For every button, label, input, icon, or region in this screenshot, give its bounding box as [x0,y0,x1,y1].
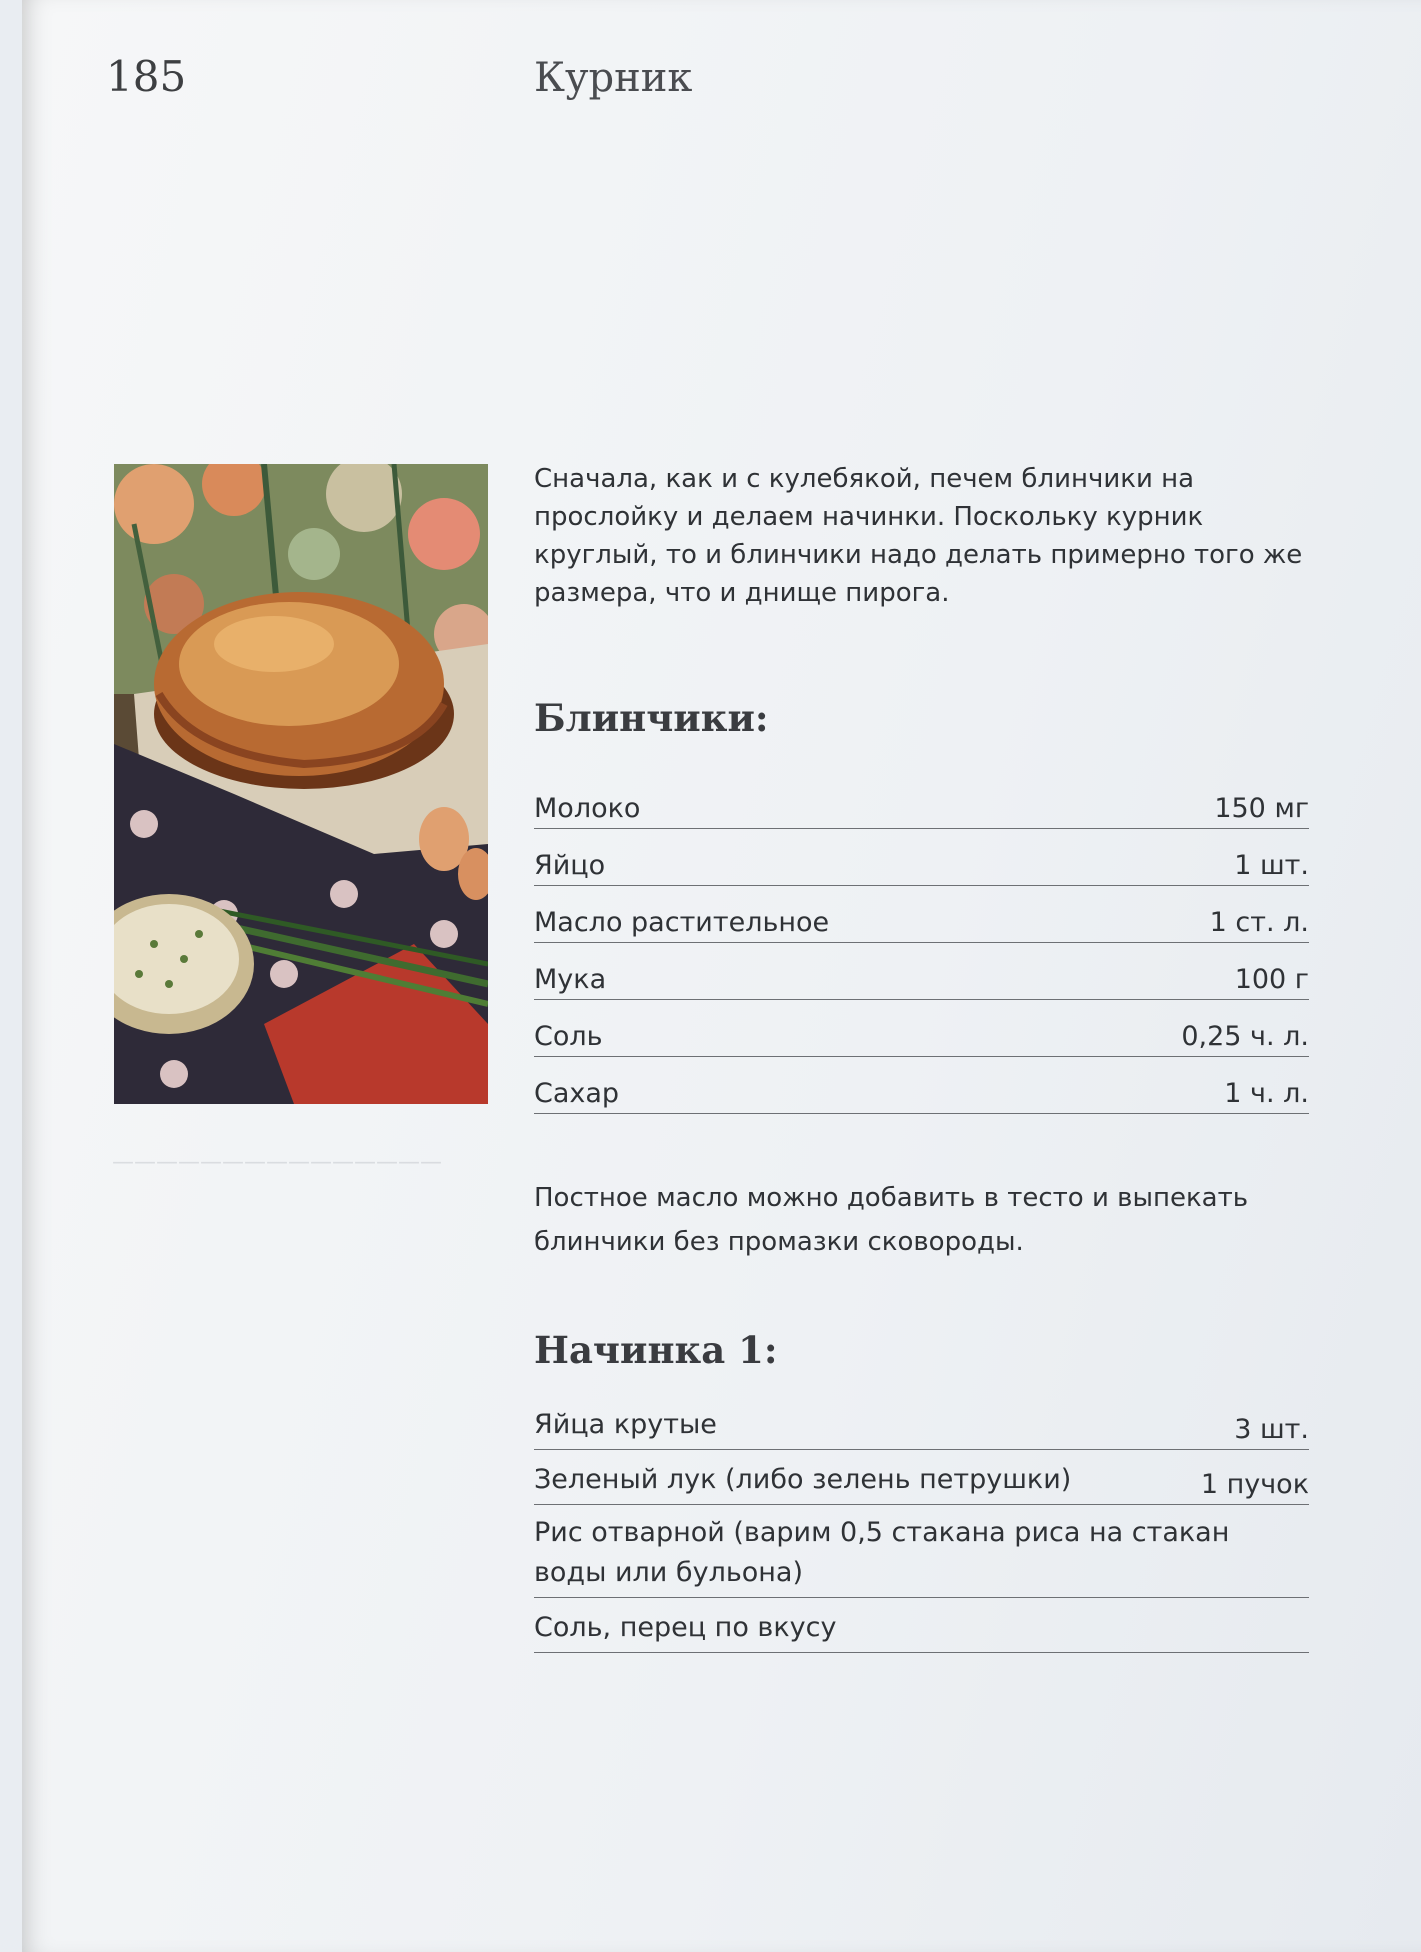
ingredient-name: Яйца крутые [534,1409,717,1440]
kurnik-illustration [114,464,488,1104]
ingredient-name: Соль, перец по вкусу [534,1612,837,1643]
ingredient-row [534,1450,1309,1505]
page-number: 185 [106,52,187,101]
ingredient-row [534,1598,1309,1653]
ingredient-name: Масло растительное [534,907,830,938]
book-page [22,0,1421,1952]
bleed-through-decoration: ——————————————— [112,1150,442,1175]
pancakes-heading: Блинчики: [534,696,769,740]
ingredient-amount: 1 шт. [1234,850,1309,881]
ingredient-row [534,943,1309,1000]
ingredient-amount: 100 г [1234,964,1309,995]
ingredient-row [534,1395,1309,1450]
ingredient-name: Яйцо [534,850,606,881]
ingredient-amount: 1 ч. л. [1224,1078,1309,1109]
ingredient-amount: 150 мг [1214,793,1309,824]
ingredient-row [534,1057,1309,1114]
ingredient-row [534,886,1309,943]
ingredient-row [534,829,1309,886]
pancakes-ingredient-table [534,772,1309,1114]
ingredient-amount: 3 шт. [1234,1414,1309,1445]
filling1-heading: Начинка 1: [534,1328,778,1372]
ingredient-amount: 1 пучок [1200,1469,1309,1500]
ingredient-amount: 1 ст. л. [1209,907,1309,938]
ingredient-name: Соль [534,1021,603,1052]
ingredient-row [534,1000,1309,1057]
ingredient-row [534,1505,1309,1598]
page-title: Курник [534,55,693,101]
ingredient-name: Мука [534,964,607,995]
ingredient-name: Рис отварной (варим 0,5 стакана риса на стакан воды или бульона) [534,1517,1230,1588]
ingredient-name: Сахар [534,1078,620,1109]
intro-paragraph: Сначала, как и с кулебякой, печем блинчики на прослойку и делаем начинки. Поскольку курник круглый, то и блинчики надо делать примерно того же размера, что и днище пирога. [534,464,1303,608]
ingredient-name: Молоко [534,793,641,824]
ingredient-amount: 0,25 ч. л. [1181,1021,1309,1052]
ingredient-name: Зеленый лук (либо зелень петрушки) [534,1464,1072,1495]
note-paragraph: Постное масло можно добавить в тесто и выпекать блинчики без промазки сковороды. [534,1183,1249,1257]
ingredient-row [534,772,1309,829]
filling1-ingredient-table [534,1395,1309,1653]
